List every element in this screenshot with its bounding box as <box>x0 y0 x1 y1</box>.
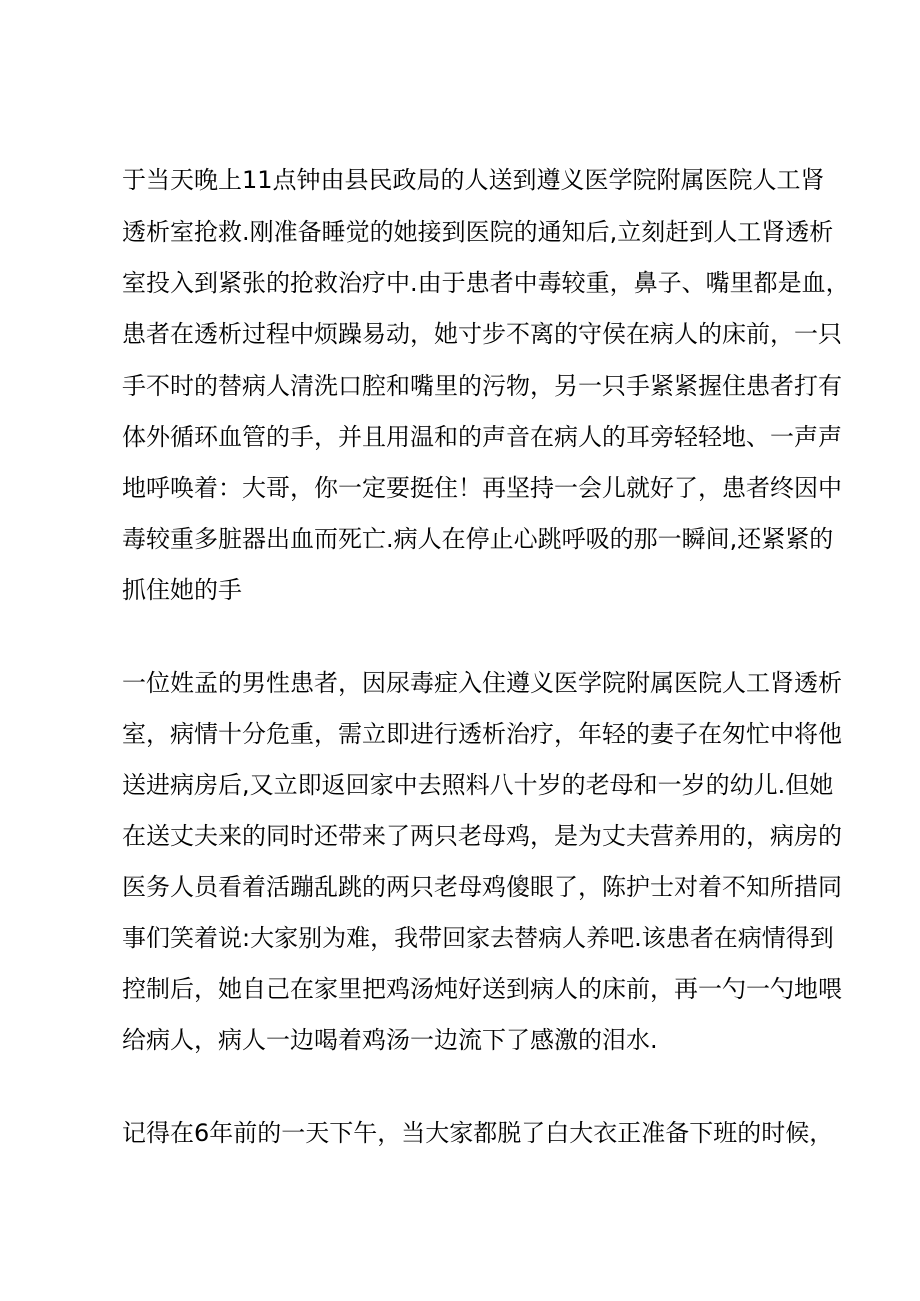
paragraph-1-line-7: 地呼唤着：大哥，你一定要挺住！再坚持一会儿就好了，患者终因中 <box>122 474 842 502</box>
paragraph-2-line-1: 一位姓孟的男性患者，因尿毒症入住遵义医学院附属医院人工肾透析 <box>122 669 842 697</box>
paragraph-1-line-9: 抓住她的手 <box>122 576 242 604</box>
paragraph-1-line-1: 于当天晚上11点钟由县民政局的人送到遵义医学院附属医院人工肾 <box>122 166 825 194</box>
paragraph-3-line-1: 记得在6年前的一天下午，当大家都脱了白大衣正准备下班的时候， <box>122 1119 834 1147</box>
paragraph-2-line-4: 在送丈夫来的同时还带来了两只老母鸡，是为丈夫营养用的，病房的 <box>122 822 842 850</box>
paragraph-2-line-5: 医务人员看着活蹦乱跳的两只老母鸡傻眼了，陈护士对着不知所措同 <box>122 873 842 901</box>
paragraph-2-line-2: 室，病情十分危重，需立即进行透析治疗，年轻的妻子在匆忙中将他 <box>122 720 842 748</box>
paragraph-2-line-3: 送进病房后,又立即返回家中去照料八十岁的老母和一岁的幼儿.但她 <box>122 771 834 799</box>
paragraph-1-line-8: 毒较重多脏器出血而死亡.病人在停止心跳呼吸的那一瞬间,还紧紧的 <box>122 525 834 553</box>
paragraph-1-line-4: 患者在透析过程中烦躁易动，她寸步不离的守侯在病人的床前，一只 <box>122 320 842 348</box>
paragraph-1-line-3: 室投入到紧张的抢救治疗中.由于患者中毒较重，鼻子、嘴里都是血， <box>122 269 850 297</box>
paragraph-1-line-2: 透析室抢救.刚准备睡觉的她接到医院的通知后,立刻赶到人工肾透析 <box>122 218 834 246</box>
paragraph-2-line-7: 控制后，她自己在家里把鸡汤炖好送到病人的床前，再一勺一勺地喂 <box>122 975 842 1003</box>
paragraph-2-line-8: 给病人，病人一边喝着鸡汤一边流下了感激的泪水. <box>122 1026 658 1054</box>
paragraph-1-line-6: 体外循环血管的手，并且用温和的声音在病人的耳旁轻轻地、一声声 <box>122 423 842 451</box>
paragraph-2-line-6: 事们笑着说:大家别为难，我带回家去替病人养吧.该患者在病情得到 <box>122 924 834 952</box>
paragraph-1-line-5: 手不时的替病人清洗口腔和嘴里的污物，另一只手紧紧握住患者打有 <box>122 372 842 400</box>
